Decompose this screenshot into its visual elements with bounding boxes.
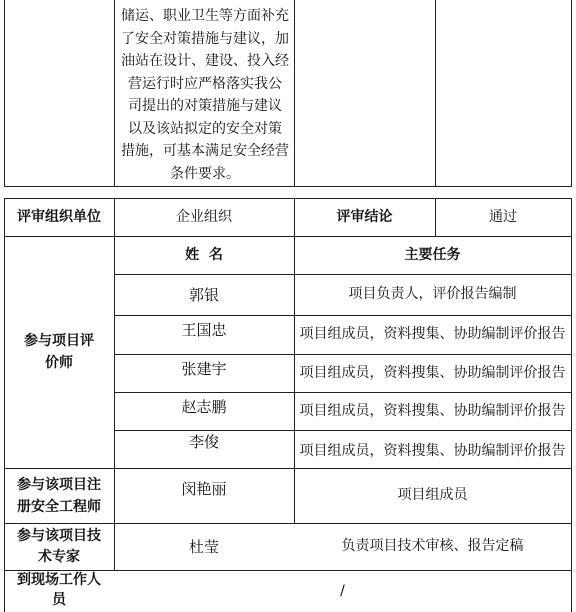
prev-line: 油站在设计、建设、投入经 [121, 53, 289, 69]
prev-line: 营运行时应严格落实我公 [128, 75, 282, 92]
prev-line: 条件要求。 [170, 165, 240, 182]
name-column-header: 姓 名 [185, 246, 223, 263]
review-org-label: 评审组织单位 [17, 208, 101, 225]
prev-line: 储运、职业卫生等方面补充 [121, 8, 289, 24]
task-column-header: 主要任务 [404, 246, 461, 263]
tech-expert-task: 负责项目技术审核、报告定稿 [341, 538, 524, 555]
prev-line: 措施，可基本满足安全经营 [121, 143, 289, 159]
evaluator-task: 项目组成员，资料搜集、协助编制评价报告 [299, 443, 566, 460]
onsite-staff-value: / [340, 582, 345, 599]
evaluator-name: 郭银 [188, 285, 219, 304]
review-org-value: 企业组织 [176, 208, 232, 225]
evaluator-name: 王国忠 [181, 321, 227, 339]
evaluator-task: 项目组成员，资料搜集、协助编制评价报告 [299, 326, 566, 343]
onsite-staff-label: 到现场工作人员 [17, 572, 101, 608]
tech-expert-label: 参与该项目技术专家 [17, 527, 101, 565]
safety-engineer-label: 参与该项目注册安全工程师 [17, 476, 101, 515]
safety-engineer-task: 项目组成员 [397, 487, 468, 504]
evaluator-name: 张建宇 [181, 360, 227, 378]
tech-expert-name: 杜莹 [188, 537, 219, 556]
evaluators-section-label: 参与项目评价师 [24, 333, 94, 371]
review-conclusion-label: 评审结论 [336, 208, 393, 225]
evaluator-task: 项目组成员，资料搜集、协助编制评价报告 [299, 402, 566, 419]
prev-line: 了安全对策措施与建议，加 [121, 30, 289, 47]
evaluator-task: 项目负责人，评价报告编制 [348, 286, 517, 303]
prev-paragraph [118, 5, 292, 185]
evaluator-name: 李俊 [188, 433, 219, 451]
prev-line: 司提出的对策措施与建议 [128, 98, 282, 114]
prev-line: 以及该站拟定的安全对策 [128, 120, 282, 137]
safety-engineer-name: 闵艳丽 [181, 480, 227, 498]
page-break-gap [0, 187, 576, 198]
evaluator-task: 项目组成员，资料搜集、协助编制评价报告 [299, 364, 566, 381]
evaluator-name: 赵志鹏 [181, 398, 227, 416]
review-conclusion-value: 通过 [489, 208, 517, 225]
